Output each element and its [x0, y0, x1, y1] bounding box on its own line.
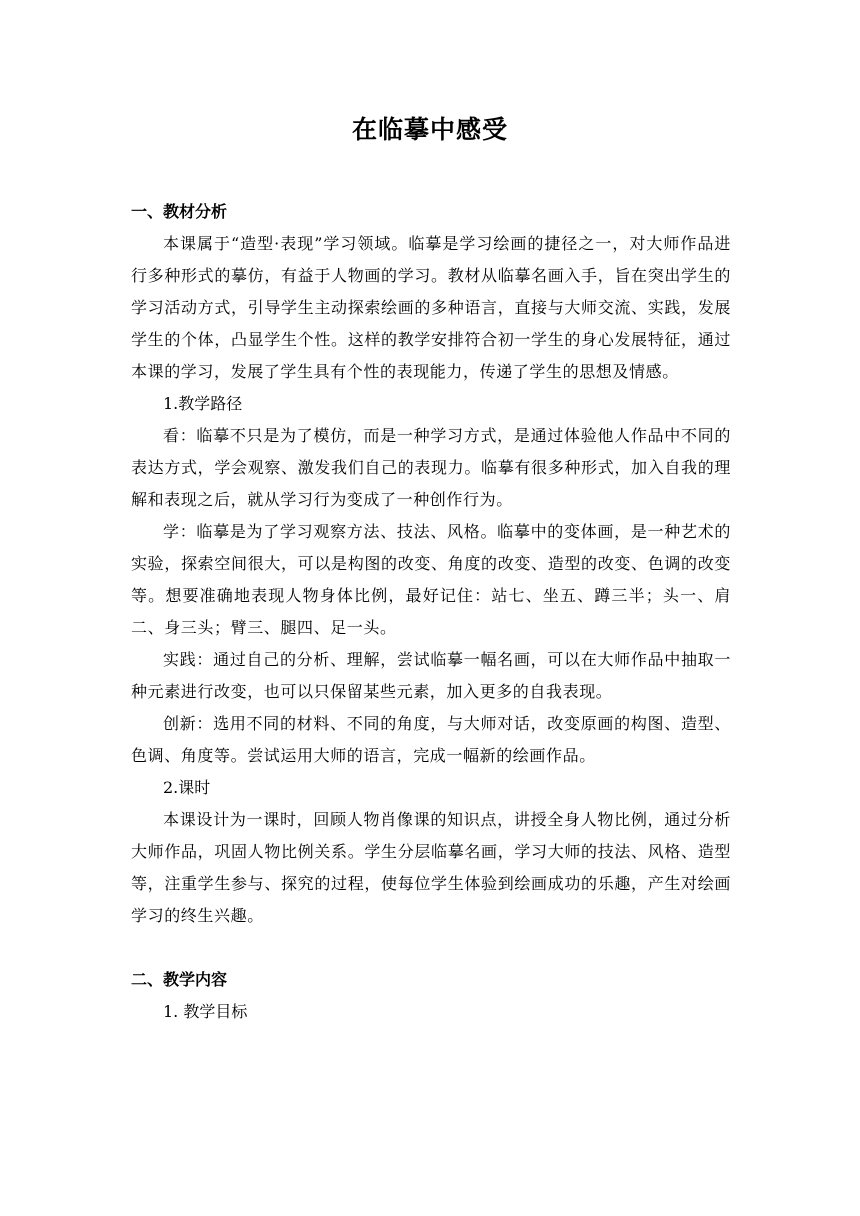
- document-title: 在临摹中感受: [351, 115, 508, 144]
- paragraph-look: 看：临摹不只是为了模仿，而是一种学习方式，是通过体验他人作品中不同的表达方式，学会观察、激发我们自己的表现力。临摹有很多种形式，加入自我的理解和表现之后，就从学习行为变成了一种创作行为。: [131, 426, 731, 509]
- paragraph-intro: 本课属于“造型·表现”学习领域。临摹是学习绘画的捷径之一，对大师作品进行多种形式的摹仿，有益于人物画的学习。教材从临摹名画入手，旨在突出学生的学习活动方式，引导学生主动探索绘画的多种语言，直接与大师交流、实践，发展学生的个体，凸显学生个性。这样的教学安排符合初一学生的身心发展特征，通过本课的学习，发展了学生具有个性的表现能力，传递了学生的思想及情感。: [131, 234, 731, 381]
- paragraph-learn: 学：临摹是为了学习观察方法、技法、风格。临摹中的变体画，是一种艺术的实验，探索空间很大，可以是构图的改变、角度的改变、造型的改变、色调的改变等。想要准确地表现人物身体比例，最好记住：站七、坐五、蹲三半；头一、肩二、身三头；臂三、腿四、足一头。: [131, 522, 731, 637]
- section-heading-teaching-content: 二、教学内容: [131, 970, 228, 989]
- subheading-teaching-path: 1.教学路径: [163, 394, 243, 413]
- subheading-class-period: 2.课时: [163, 778, 211, 797]
- paragraph-practice: 实践：通过自己的分析、理解，尝试临摹一幅名画，可以在大师作品中抽取一种元素进行改变，也可以只保留某些元素，加入更多的自我表现。: [131, 650, 731, 701]
- paragraph-period: 本课设计为一课时，回顾人物肖像课的知识点，讲授全身人物比例，通过分析大师作品，巩固人物比例关系。学生分层临摹名画，学习大师的技法、风格、造型等，注重学生参与、探究的过程，使每位学生体验到绘画成功的乐趣，产生对绘画学习的终生兴趣。: [131, 810, 731, 925]
- paragraph-innovate: 创新：选用不同的材料、不同的角度，与大师对话，改变原画的构图、造型、色调、角度等。尝试运用大师的语言，完成一幅新的绘画作品。: [131, 714, 731, 765]
- section-heading-textbook-analysis: 一、教材分析: [131, 202, 228, 221]
- document-body: [131, 196, 731, 1028]
- subheading-teaching-goals: 1. 教学目标: [163, 1002, 248, 1021]
- section-spacer: [131, 932, 731, 964]
